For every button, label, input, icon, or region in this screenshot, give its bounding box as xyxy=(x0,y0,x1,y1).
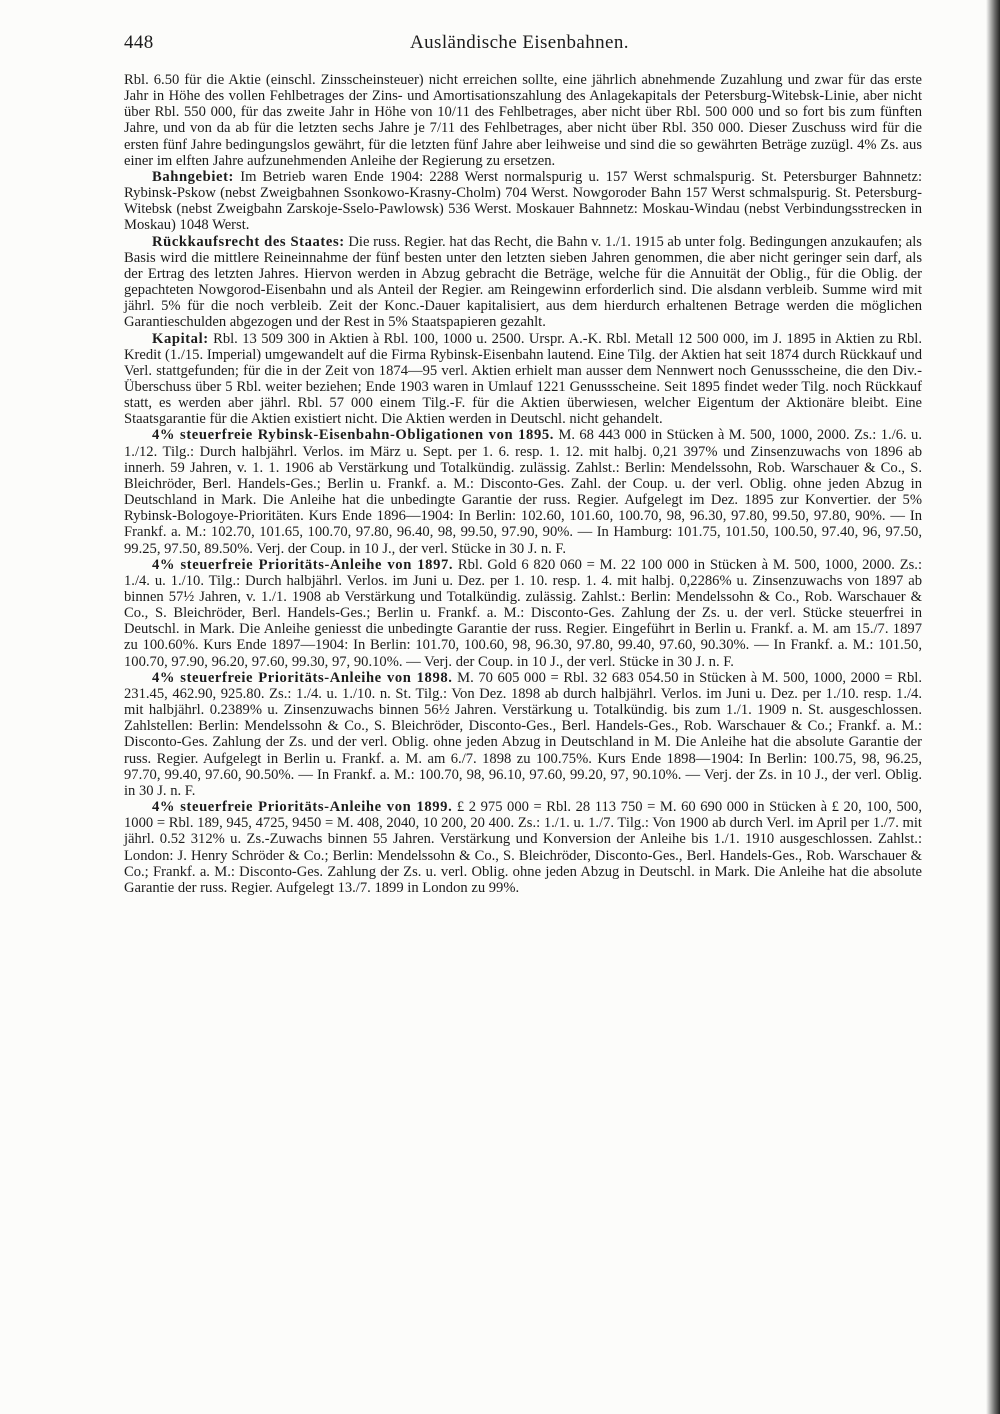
kapital-text: Rbl. 13 509 300 in Aktien à Rbl. 100, 1000 u. 2500. Urspr. A.-K. Rbl. Metall 12 500 000, im J. 1895 in Aktien zu Rbl. Kredit (1./15. Imperial) umgewandelt auf die Firma Rybinsk-Eisenbahn lautend. Eine Tilg. der Aktien hat seit 1874 durch Rückkauf und Verl. stattgefunden; für die in der Zeit von 1874—95 verl. Aktien erhielt man ausser dem Nennwert noch Genussscheine, die den Div.-Überschuss über 5 Rbl. weiter beziehen; Ende 1903 waren in Umlauf 1221 Genussscheine. Seit 1895 findet weder Tilg. noch Rückkauf statt, es werden aber jährl. Rbl. 57 000 einem Tilg.-F. für die Aktien überwiesen, welcher Eigentum der Aktionäre bleibt. Eine Staatsgarantie für die Aktien existiert nicht. Die Aktien werden in Deutschl. nicht gehandelt. xyxy=(124,330,922,428)
bahngebiet-text: Im Betrieb waren Ende 1904: 2288 Werst normalspurig u. 157 Werst schmalspurig. St. Petersburger Bahnnetz: Rybinsk-Pskow (nebst Zweigbahnen Ssonkowo-Krasny-Cholm) 704 Werst. Nowgoroder Bahn 157 Werst schmalspurig. St. Petersburg-Witebsk (nebst Zweigbahn Zarskoje-Sselo-Pawlowsk) 536 Werst. Moskauer Bahnnetz: Moskau-Windau (nebst Verbindungsstrecken in Moskau) 1048 Werst. xyxy=(124,168,922,234)
rueckkauf-text: Die russ. Regier. hat das Recht, die Bahn v. 1./1. 1915 ab unter folg. Bedingungen anzukaufen; als Basis wird die mittlere Reineinnahme der fünf besten unter den letzten sieben Jahren genommen, die aber nicht geringer sein darf, als der Ertrag des letzten Jahres. Hiervon werden in Abzug gebracht die Beträge, welche für die Annuität der Oblig., für die Oblig. der gepachteten Nowgorod-Eisenbahn und als Anteil der Regier. am Reingewinn erforderlich sind. Die alsdann verbleib. Summe wird mit jährl. 5% für die noch verbleib. Zeit der Konc.-Dauer kapitalisiert, aus dem hierdurch erhaltenen Betrage werden die möglichen Garantieschulden abgezogen und der Rest in 5% Staatspapieren gezahlt. xyxy=(124,233,922,331)
anleihe-1897-text: Rbl. Gold 6 820 060 = M. 22 100 000 in Stücken à M. 500, 1000, 2000. Zs.: 1./4. u. 1./10. Tilg.: Durch halbjährl. Verlos. im Juni u. Dez. per 1. 10. resp. 1. 4. mit halbj. 0,2286% u. Zinsenzuwachs von 1897 ab binnen 57½ Jahren, v. 1./1. 1908 ab Verstärkung und Totalkündig. zulässig. Zahlst.: Berlin: Mendelssohn & Co., Rob. Warschauer & Co., S. Bleichröder, Berl. Handels-Ges.; Berlin u. Frankf. a. M.: Disconto-Ges. Zahlung der Zs. u. der verl. Stücke steuerfrei in Deutschl. in Mark. Die Anleihe geniesst die unbedingte Garantie der russ. Regier. Eingeführt in Berlin u. Frankf. a. M. am 15./7. 1897 zu 100.60%. Kurs Ende 1897—1904: In Berlin: 101.70, 100.60, 98, 96.30, 97.80, 99.40, 97.60, 90.30%. — In Frankf. a. M.: 101.50, 100.70, 97.90, 96.20, 97.60, 99.30, 97, 90.10%. — Verj. der Coup. in 10 J., der verl. Stücke in 30 J. n. F. xyxy=(124,556,923,670)
intro-paragraph: Rbl. 6.50 für die Aktie (einschl. Zinsscheinsteuer) nicht erreichen sollte, eine jährlich abnehmende Zuzahlung und zwar für das erste Jahr in Höhe des vollen Fehlbetrages der Zins- und Amortisationszahlung des Anlagekapitals der Petersburg-Witebsk-Linie, aber nicht über Rbl. 550 000, für das zweite Jahr in Höhe von 10/11 des Fehlbetrages, aber nicht über Rbl. 500 000 und so fort bis zum fünften Jahre, und von da ab für die letzten sechs Jahre je 7/11 des Fehlbetrages, aber nicht über Rbl. 350 000. Dieser Zuschuss wird für die ersten fünf Jahre bedingungslos gewährt, für die letzten fünf Jahre aber leihweise und sind die so gewährten Beträge zuzügl. 4% Zs. aus einer im elften Jahre aufzunehmenden Anleihe der Regierung zu ersetzen. xyxy=(124,72,922,169)
anleihe-1898-paragraph xyxy=(124,670,922,799)
anleihe-1897-label: 4% steuerfreie Prioritäts-Anleihe von 1897. xyxy=(152,556,454,573)
kapital-paragraph xyxy=(124,331,922,428)
bahngebiet-paragraph xyxy=(124,169,922,234)
anleihe-1899-paragraph xyxy=(124,799,922,896)
anleihe-1895-label: 4% steuerfreie Rybinsk-Eisenbahn-Obligationen von 1895. xyxy=(152,427,554,444)
anleihe-1897-paragraph xyxy=(124,557,922,670)
anleihe-1899-text: £ 2 975 000 = Rbl. 28 113 750 = M. 60 690 000 in Stücken à £ 20, 100, 500, 1000 = Rbl. 189, 945, 4725, 9450 = M. 408, 2040, 10 200, 20 400. Zs.: 1./1. u. 1./7. Tilg.: Von 1900 ab durch Verl. im April per 1./7. mit jährl. 0.52 312% u. Zs.-Zuwachs binnen 55 Jahren. Verstärkung und Konversion der Anleihe bis 1./1. 1910 ausgeschlossen. Zahlst.: London: J. Henry Schröder & Co.; Berlin: Mendelssohn & Co., S. Bleichröder, Disconto-Ges., Berl. Handels-Ges., Rob. Warschauer & Co.; Frankf. a. M.: Disconto-Ges. Zahlung der Zs. u. verl. Oblig. ohne jeden Abzug in Deutschl. in Mark. Die Anleihe hat die absolute Garantie der russ. Regier. Aufgelegt 13./7. 1899 in London zu 99%. xyxy=(124,799,922,896)
anleihe-1895-text: M. 68 443 000 in Stücken à M. 500, 1000, 2000. Zs.: 1./6. u. 1./12. Tilg.: Durch halbjährl. Verlos. im März u. Sept. per 1. 6. resp. 1. 12. mit halbj. 0,21 397% und Zinsenzuwachs von 1896 ab innerh. 59 Jahren, v. 1. 1. 1906 ab Verstärkung und Totalkündig. zulässig. Zahlst.: Berlin: Mendelssohn, Rob. Warschauer & Co., S. Bleichröder, Berl. Handels-Ges.; Berlin u. Frankf. a. M.: Disconto-Ges. Zahl. der Coup. u. der verl. Oblig. ohne jeden Abzug in Deutschland in Mark. Die Anleihe hat die unbedingte Garantie der russ. Regier. Aufgelegt im Dez. 1895 zur Konvertier. der 5% Rybinsk-Bologoye-Prioritäten. Kurs Ende 1896—1904: In Berlin: 102.60, 101.60, 100.70, 98, 96.30, 97.80, 99.50, 97.80, 90%. — In Frankf. a. M.: 102.70, 101.65, 100.70, 97.80, 96.40, 98, 99.50, 97.90, 90%. — In Hamburg: 101.75, 101.50, 100.50, 97.40, 96, 97.50, 99.25, 97.50, 89.50%. Verj. der Coup. in 10 J., der verl. Stücke in 30 J. n. F. xyxy=(124,427,922,557)
page-body xyxy=(124,72,922,896)
anleihe-1898-text: M. 70 605 000 = Rbl. 32 683 054.50 in Stücken à M. 500, 1000, 2000 = Rbl. 231.45, 462.90, 925.80. Zs.: 1./4. u. 1./10. n. St. Tilg.: Von Dez. 1898 ab durch halbjährl. Verlos. im Juni u. Dez. per 1./10. resp. 1./4. mit halbjährl. 0.2389% u. Zinsenzuwachs binnen 56½ Jahren. Verstärkung u. Totalkündig. bis zum 1./1. 1909 n. St. ausgeschlossen. Zahlstellen: Berlin: Mendelssohn & Co., S. Bleichröder, Disconto-Ges., Berl. Handels-Ges., Rob. Warschauer & Co.; Frankf. a. M.: Disconto-Ges. Zahlung der Zs. und der verl. Oblig. ohne jeden Abzug in Deutschland in M. Die Anleihe hat die absolute Garantie der russ. Regier. Aufgelegt in Berlin u. Frankf. a. M. am 6./7. 1898 zu 100.75%. Kurs Ende 1898—1904: In Berlin: 100.75, 98, 96.25, 97.70, 99.40, 97.60, 90.50%. — In Frankf. a. M.: 100.70, 98, 96.10, 97.60, 99.20, 97, 90.10%. — Verj. der Zs. in 10 J., der verl. Oblig. in 30 J. n. F. xyxy=(124,669,922,799)
anleihe-1895-paragraph xyxy=(124,427,922,556)
anleihe-1899-label: 4% steuerfreie Prioritäts-Anleihe von 1899. xyxy=(152,799,453,816)
anleihe-1898-label: 4% steuerfreie Prioritäts-Anleihe von 1898. xyxy=(152,669,453,686)
rueckkauf-paragraph xyxy=(124,234,922,331)
page-header xyxy=(124,32,922,60)
kapital-label: Kapital: xyxy=(152,330,209,347)
running-title: Ausländische Eisenbahnen. xyxy=(410,32,629,53)
page-number: 448 xyxy=(124,32,154,53)
bahngebiet-label: Bahngebiet: xyxy=(152,168,235,185)
rueckkauf-label: Rückkaufsrecht des Staates: xyxy=(152,233,345,250)
